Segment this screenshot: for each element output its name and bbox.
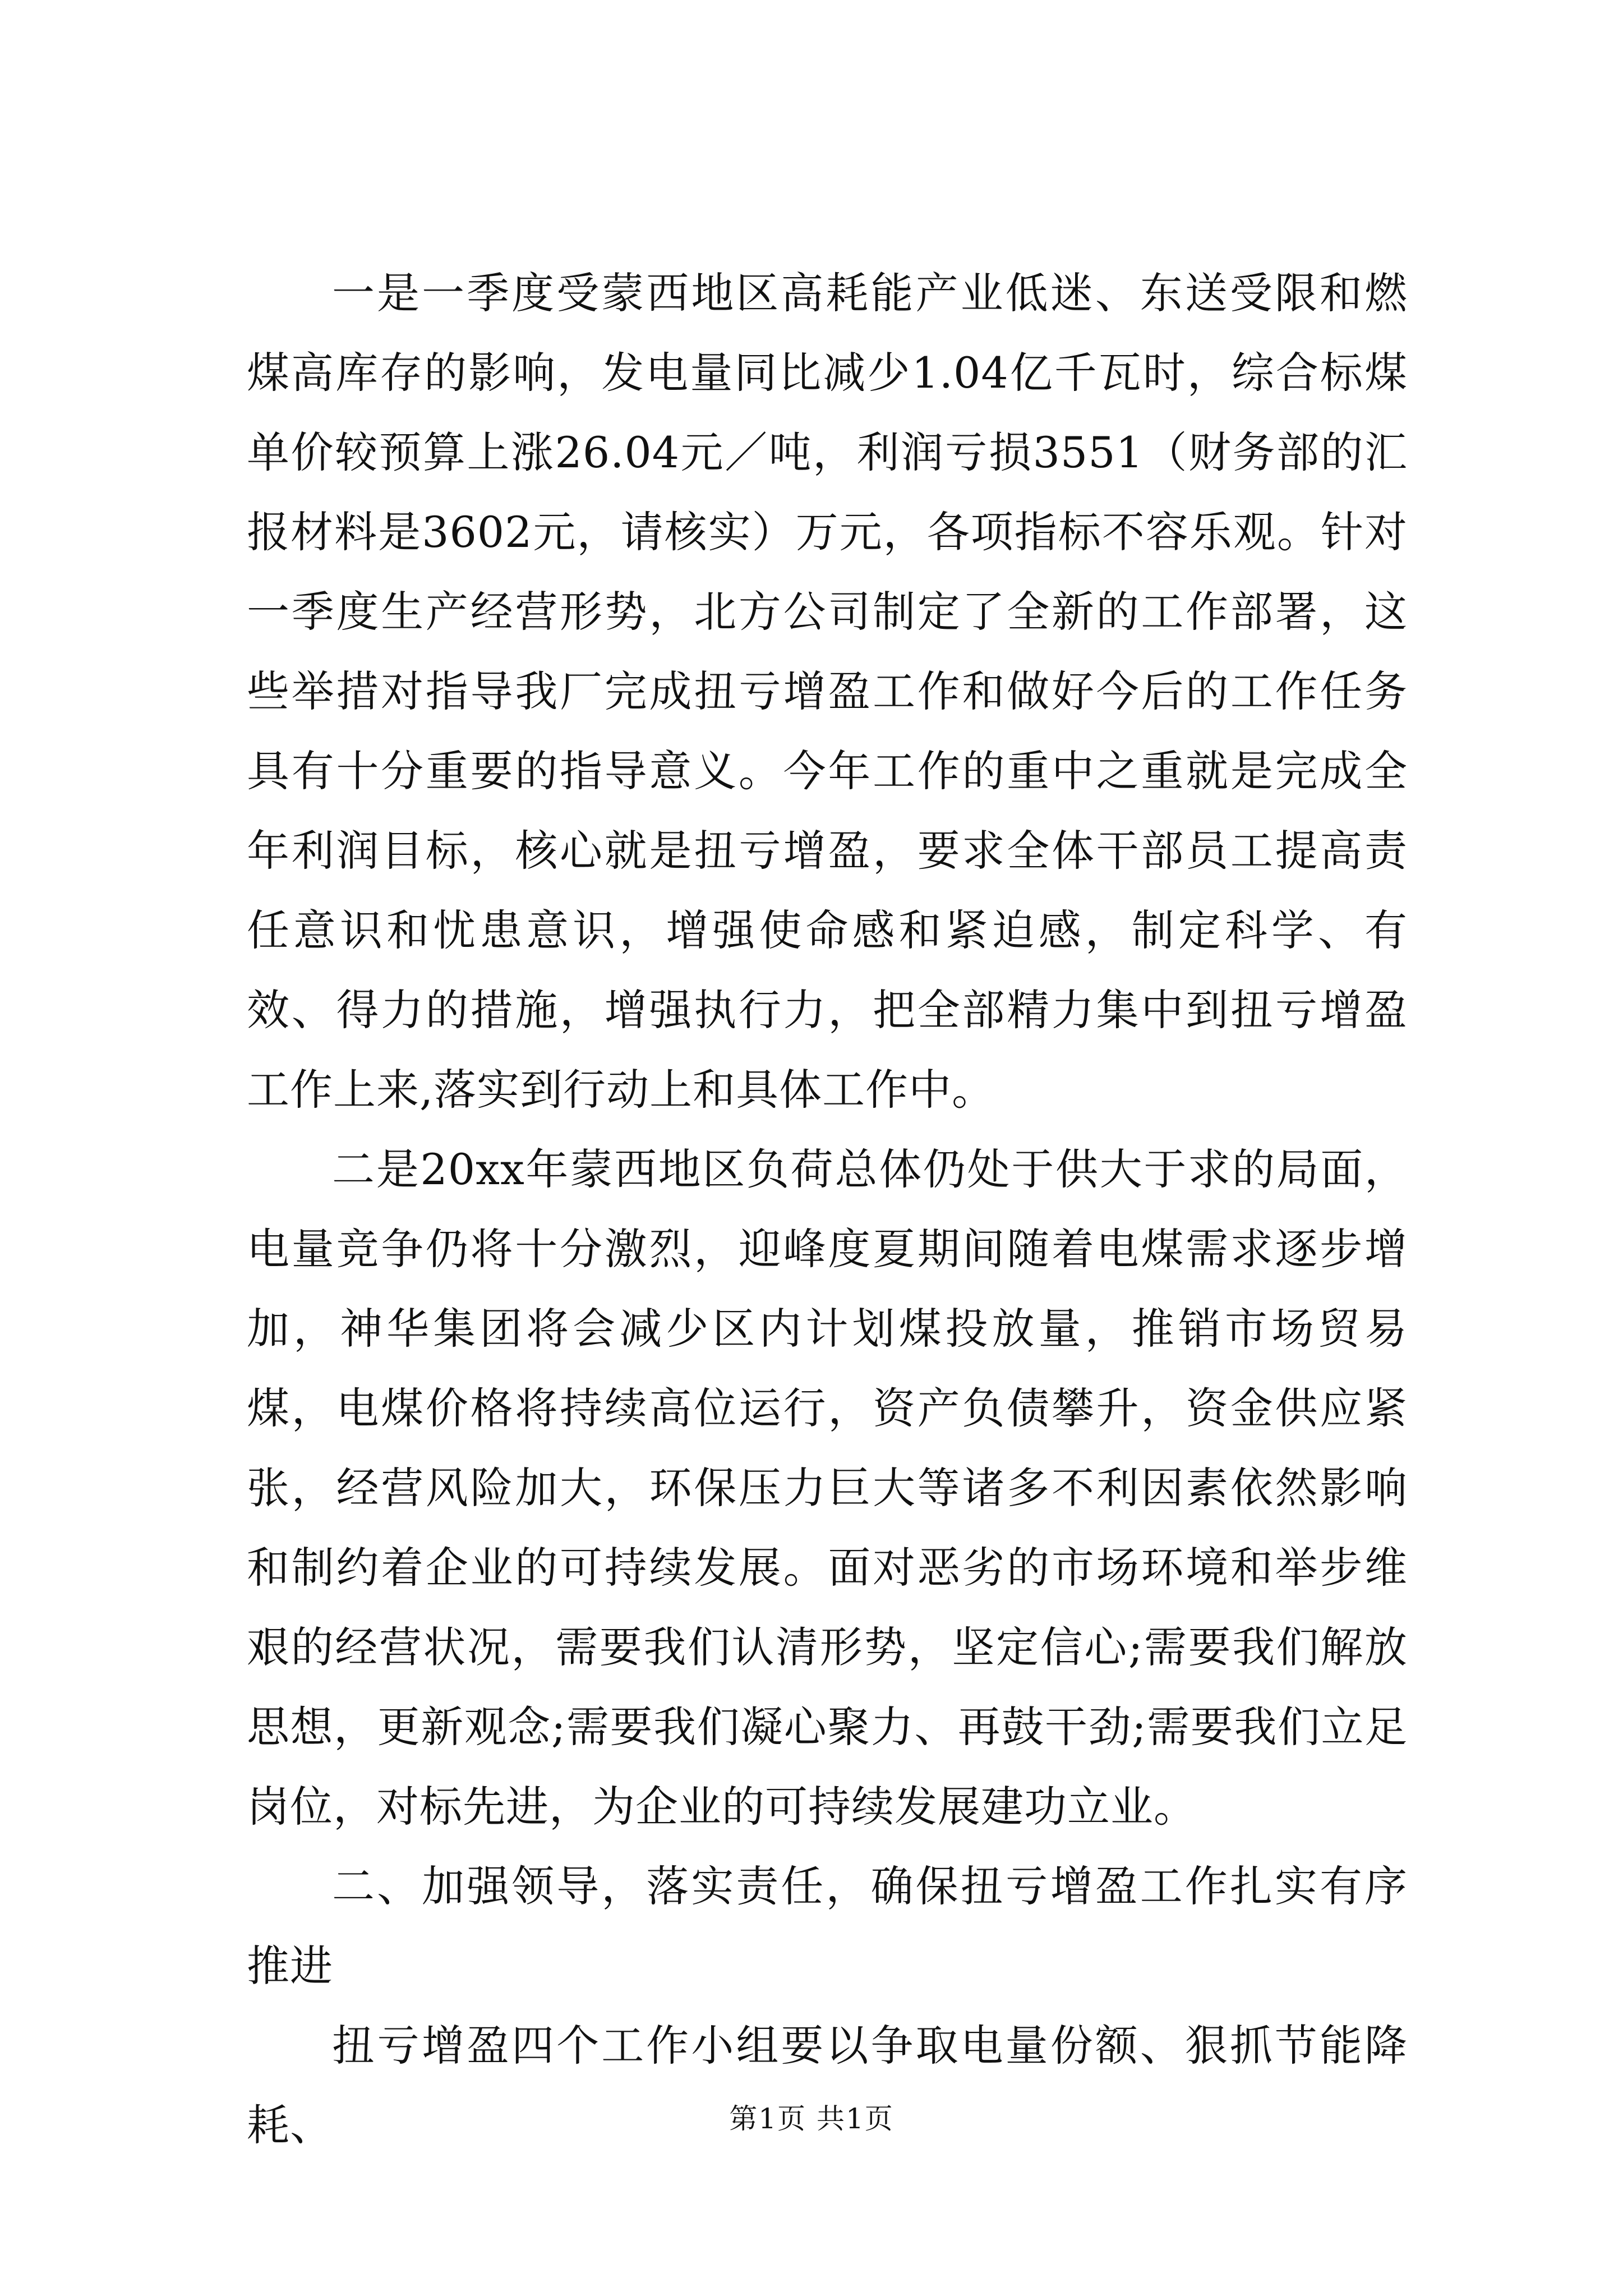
paragraph-3: 扭亏增盈四个工作小组要以争取电量份额、狠抓节能降耗、 <box>247 2021 1408 2150</box>
section-heading: 二、加强领导，落实责任，确保扭亏增盈工作扎实有序推进 <box>247 1861 1408 1991</box>
paragraph-1: 一是一季度受蒙西地区高耗能产业低迷、东送受限和燃煤高库存的影响，发电量同比减少1.04亿千瓦时，综合标煤单价较预算上涨26.04元／吨，利润亏损3551（财务部的汇报材料是3602元，请核实）万元，各项指标不容乐观。针对一季度生产经营形势，北方公司制定了全新的工作部署，这些举措对指导我厂完成扭亏增盈工作和做好今后的工作任务具有十分重要的指导意义。今年工作的重中之重就是完成全年利润目标，核心就是扭亏增盈，要求全体干部员工提高责任意识和忧患意识，增强使命感和紧迫感，制定科学、有效、得力的措施，增强执行力，把全部精力集中到扭亏增盈工作上来,落实到行动上和具体工作中。 <box>247 268 1408 1115</box>
document-body <box>247 254 1408 2165</box>
page-number-footer: 第1页 共1页 <box>729 2102 894 2135</box>
paragraph-2: 二是20xx年蒙西地区负荷总体仍处于供大于求的局面，电量竞争仍将十分激烈，迎峰度夏期间随着电煤需求逐步增加，神华集团将会减少区内计划煤投放量，推销市场贸易煤，电煤价格将持续高位运行，资产负债攀升，资金供应紧张，经营风险加大，环保压力巨大等诸多不利因素依然影响和制约着企业的可持续发展。面对恶劣的市场环境和举步维艰的经营状况，需要我们认清形势，坚定信心;需要我们解放思想，更新观念;需要我们凝心聚力、再鼓干劲;需要我们立足岗位，对标先进，为企业的可持续发展建功立业。 <box>247 1144 1408 1832</box>
